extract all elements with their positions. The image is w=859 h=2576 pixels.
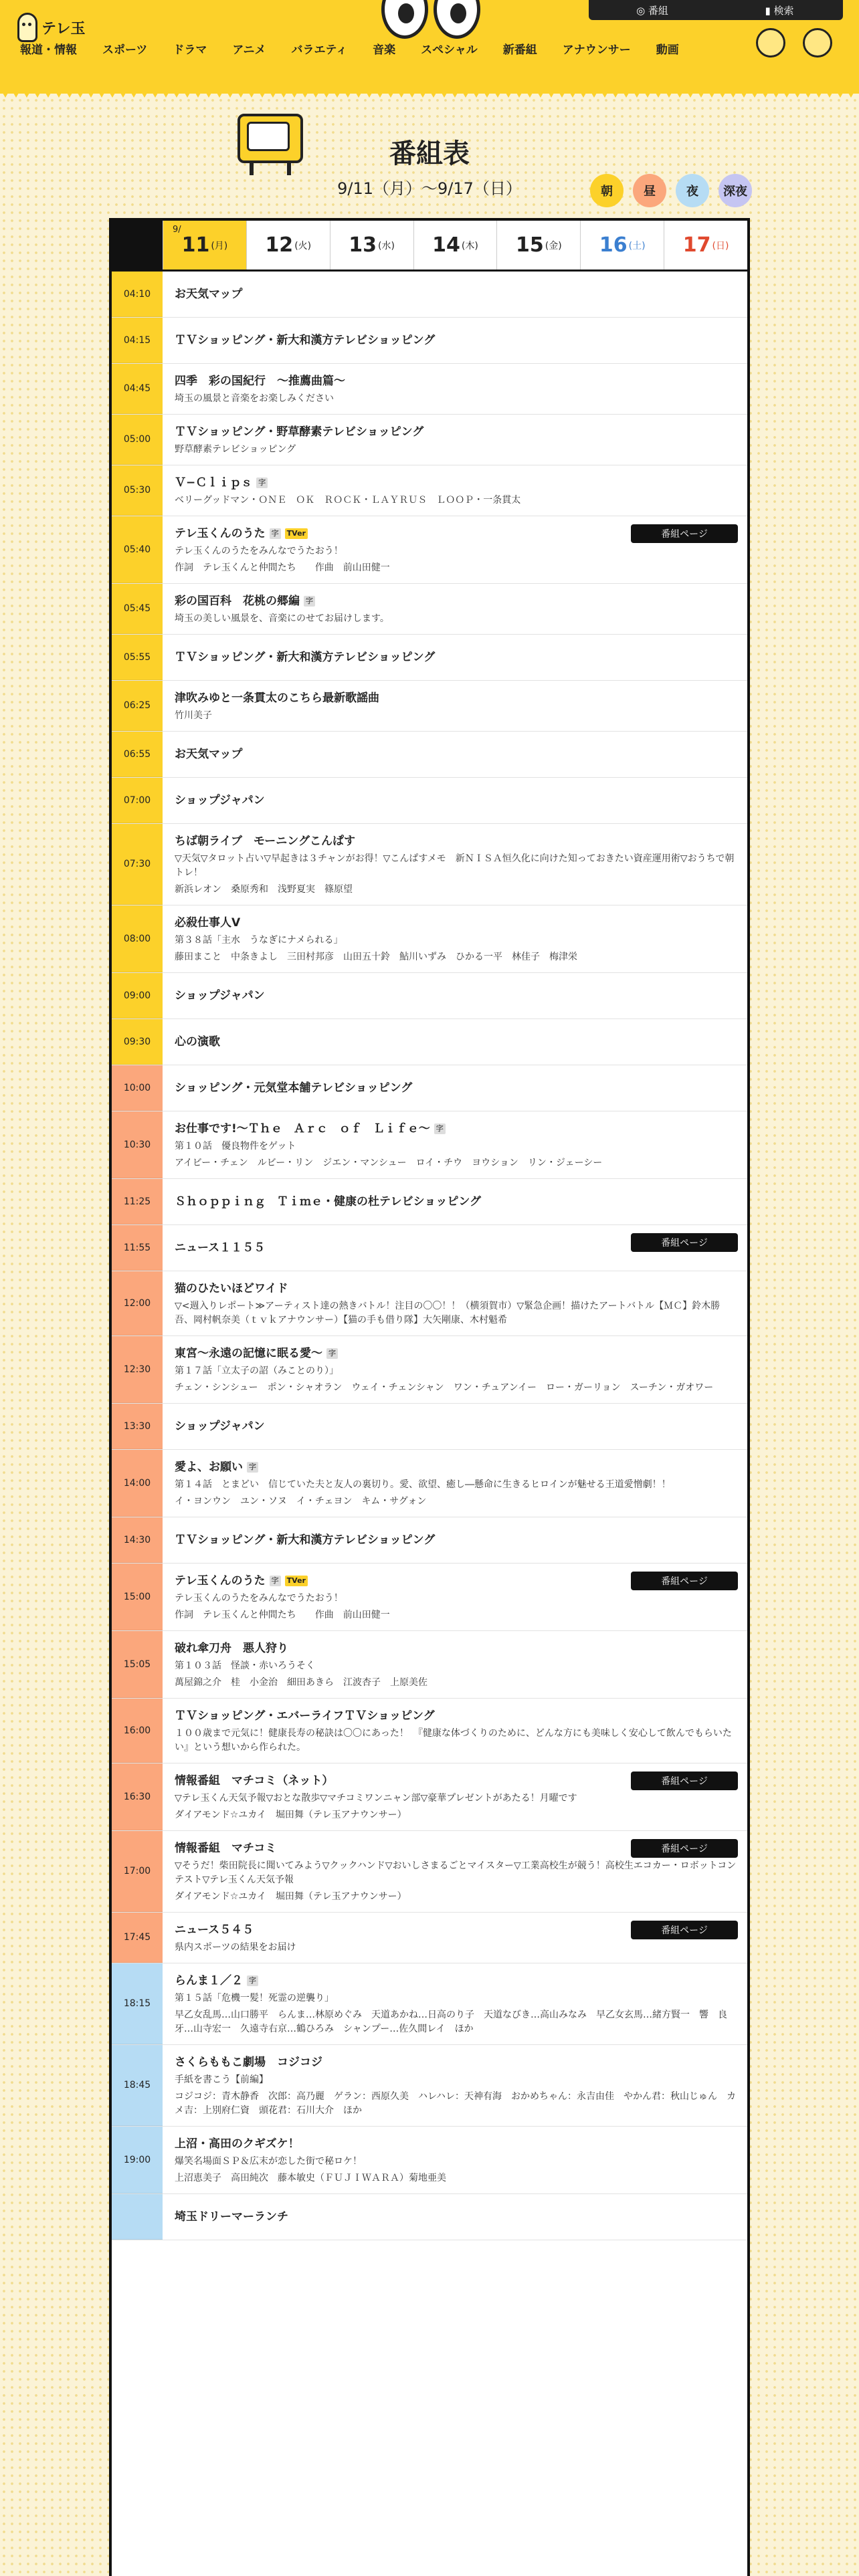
day-tab-14[interactable]: 14 (木) [413, 221, 497, 270]
program-row [112, 1179, 747, 1225]
subtitle-badge: 字 [326, 1348, 338, 1359]
tv-guide-link[interactable]: ◎ 番組 [636, 4, 668, 17]
program-cell[interactable] [163, 1699, 747, 1763]
program-title[interactable]: 愛よ、お願い [175, 1461, 243, 1474]
program-cell[interactable] [163, 1019, 747, 1065]
program-cell[interactable] [163, 1450, 747, 1517]
mascot-logo-icon [17, 13, 37, 42]
program-row [112, 1963, 747, 2045]
program-time: 09:30 [112, 1019, 163, 1065]
program-desc: 第３８話「主水 うなぎにナメられる」 [175, 935, 343, 946]
program-title[interactable]: Ｖ−Ｃｌｉｐｓ [175, 476, 253, 490]
program-row [112, 2045, 747, 2127]
top-links [589, 0, 843, 20]
search-link[interactable]: ▮ 検索 [765, 4, 794, 17]
program-time: 17:00 [112, 1831, 163, 1912]
tver-badge[interactable]: TVer [285, 1576, 308, 1586]
nav-item[interactable]: スポーツ [102, 43, 148, 57]
program-cell[interactable] [163, 584, 747, 634]
program-title[interactable]: お仕事です!〜Ｔｈｅ Ａｒｃ ｏｆ Ｌｉｆｅ〜 [175, 1122, 430, 1136]
program-cell[interactable] [163, 732, 747, 777]
program-title[interactable]: ショップジャパン [175, 794, 265, 807]
program-time: 10:30 [112, 1111, 163, 1178]
program-row [112, 364, 747, 415]
program-desc: ▽<週入りレポート≫アーティスト達の熱きバトル！注目の〇〇！！（横須賀市）▽緊急企画！描けたアートバトル【ＭＣ】鈴木勝吾、岡村帆奈美（ｔｖｋアナウンサー）【猫の手も借り隊】大矢剛康、木村魁希 [175, 1301, 721, 1325]
program-cell[interactable] [163, 905, 747, 972]
program-title[interactable]: テレ玉くんのうた [175, 1574, 266, 1588]
mascot-eyes-icon [381, 0, 482, 40]
program-title[interactable]: 破れ傘刀舟 悪人狩り [175, 1642, 288, 1655]
program-desc: １００歳まで元気に！健康長寿の秘訣は〇〇にあった！ 『健康な体づくりのために、どんな方にも美味しく安心して飲んでもらいたい』という想いから作られた。 [175, 1728, 732, 1753]
program-cell[interactable] [163, 1271, 747, 1335]
program-row [112, 635, 747, 681]
program-desc: ダイアモンド☆ユカイ 堀田舞（テレ玉アナウンサー） [175, 1891, 407, 1902]
program-cell[interactable] [163, 1111, 747, 1178]
program-title[interactable]: 必殺仕事人Ⅴ [175, 916, 241, 930]
program-cell[interactable] [163, 1763, 747, 1830]
program-desc: 県内スポーツの結果をお届け [175, 1942, 296, 1953]
program-time: 18:45 [112, 2045, 163, 2126]
program-row [112, 1065, 747, 1111]
program-row [112, 905, 747, 973]
zone-late-night-button[interactable]: 深夜 [719, 174, 752, 207]
program-time [112, 2194, 163, 2240]
program-row [112, 516, 747, 584]
global-nav [15, 40, 692, 57]
nav-item[interactable]: スペシャル [421, 43, 478, 57]
program-title[interactable]: ショップジャパン [175, 1420, 265, 1433]
subtitle-badge: 字 [256, 477, 268, 488]
program-desc: 野草酵素テレビショッピング [175, 444, 296, 455]
program-cell[interactable] [163, 2127, 747, 2193]
program-title[interactable]: 四季 彩の国紀行 〜推薦曲篇〜 [175, 374, 345, 388]
nav-item[interactable]: バラエティ [291, 43, 348, 57]
program-cell[interactable] [163, 2194, 747, 2240]
program-time: 04:10 [112, 272, 163, 317]
program-row [112, 2194, 747, 2240]
program-row [112, 1564, 747, 1631]
program-title[interactable]: ＴＶショッピング・新大和漢方テレビショッピング [175, 334, 436, 347]
program-time: 13:30 [112, 1404, 163, 1449]
program-time: 15:05 [112, 1631, 163, 1698]
program-desc: 第１５話「危機一髪！死霊の逆襲り」 [175, 1993, 334, 2004]
program-page-button[interactable]: 番組ページ [631, 1572, 738, 1590]
program-cell[interactable] [163, 1179, 747, 1224]
day-header [112, 221, 747, 272]
program-desc: 手紙を書こう【前編】 [175, 2074, 268, 2085]
subtitle-badge: 字 [270, 1576, 281, 1586]
program-row [112, 1699, 747, 1763]
program-row [112, 1450, 747, 1517]
program-title[interactable]: らんま１／２ [175, 1974, 243, 1988]
program-desc: 第１０３話 怪談・赤いろうそく [175, 1660, 315, 1671]
program-title[interactable]: 心の演歌 [175, 1035, 220, 1049]
subtitle-badge: 字 [270, 528, 281, 539]
logo-text: テレ玉 [41, 20, 86, 37]
site-header [0, 0, 859, 94]
program-cell[interactable] [163, 1225, 747, 1271]
header-zigzag [0, 88, 859, 99]
program-desc: ダイアモンド☆ユカイ 堀田舞（テレ玉アナウンサー） [175, 1810, 407, 1820]
page-title: 番組表 [389, 138, 470, 169]
program-desc: 第１７話「立太子の詔（みことのり）」 [175, 1366, 339, 1376]
program-desc: 第１０話 優良物件をゲット [175, 1141, 296, 1152]
program-cell[interactable] [163, 1564, 747, 1630]
program-desc: 萬屋錦之介 桂 小金治 細田あきら 江波杏子 上原美佐 [175, 1677, 427, 1688]
program-row [112, 1271, 747, 1336]
program-title[interactable]: ショップジャパン [175, 989, 265, 1002]
program-title[interactable]: お天気マップ [175, 748, 243, 761]
program-title[interactable]: ＴＶショッピング・新大和漢方テレビショッピング [175, 651, 436, 664]
program-time: 11:55 [112, 1225, 163, 1271]
program-cell[interactable] [163, 364, 747, 414]
program-desc: 藤田まこと 中条きよし 三田村邦彦 山田五十鈴 鮎川いずみ ひかる一平 林佳子 梅津栄 [175, 952, 577, 962]
program-title[interactable]: 情報番組 マチコミ（ネット） [175, 1774, 334, 1788]
day-tab-13[interactable]: 13 (水) [330, 221, 413, 270]
program-time: 08:00 [112, 905, 163, 972]
zone-daytime-button[interactable]: 昼 [633, 174, 666, 207]
program-time: 17:45 [112, 1913, 163, 1963]
program-cell[interactable] [163, 1404, 747, 1449]
zone-morning-button[interactable]: 朝 [590, 174, 624, 207]
program-time: 14:30 [112, 1517, 163, 1563]
program-time: 05:00 [112, 415, 163, 465]
program-title[interactable]: ＴＶショッピング・野草酵素テレビショッピング [175, 425, 424, 439]
program-time: 05:55 [112, 635, 163, 680]
program-desc: 早乙女乱馬…山口勝平 らんま…林原めぐみ 天道あかね…日高のり子 天道なびき…高山みなみ 早乙女玄馬…緒方賢一 響 良牙…山寺宏一 久遠寺右京…鶴ひろみ シャンプー…佐久間レイ ほか [175, 2010, 727, 2034]
program-row [112, 732, 747, 778]
program-time: 12:30 [112, 1336, 163, 1403]
program-time: 10:00 [112, 1065, 163, 1111]
program-cell[interactable] [163, 318, 747, 363]
program-row [112, 584, 747, 635]
program-desc: 竹川美子 [175, 710, 212, 721]
program-title[interactable]: 彩の国百科 花桃の郷編 [175, 595, 300, 608]
program-title[interactable]: ショッピング・元気堂本舗テレビショッピング [175, 1081, 413, 1095]
program-time: 04:45 [112, 364, 163, 414]
program-cell[interactable] [163, 1631, 747, 1698]
program-cell[interactable] [163, 1963, 747, 2044]
program-title[interactable]: ニュース１１５５ [175, 1241, 266, 1255]
program-title[interactable]: 東宮〜永遠の記憶に眠る愛〜 [175, 1347, 322, 1360]
program-page-button[interactable]: 番組ページ [631, 524, 738, 543]
program-desc: 埼玉の風景と音楽をお楽しみください [175, 393, 334, 404]
program-title[interactable]: 埼玉ドリーマーランチ [175, 2210, 288, 2224]
nav-item[interactable]: アニメ [232, 43, 266, 57]
program-row [112, 681, 747, 732]
program-row [112, 778, 747, 824]
program-cell[interactable] [163, 465, 747, 516]
program-time: 11:25 [112, 1179, 163, 1224]
program-cell[interactable] [163, 973, 747, 1018]
program-title[interactable]: 情報番組 マチコミ [175, 1842, 277, 1855]
program-desc: ▽そうだ！柴田院長に聞いてみよう▽クックハンド▽おいしさまるごとマイスター▽工業高校生が競う！高校生エコカー・ロボットコンテスト▽テレ玉くん天気予報 [175, 1860, 737, 1885]
program-cell[interactable] [163, 681, 747, 731]
program-list [112, 272, 747, 2240]
program-desc: 作詞 テレ玉くんと仲間たち 作曲 前山田健一 [175, 1610, 390, 1620]
program-desc: ベリーグッドマン・ＯＮＥ ＯＫ ＲＯＣＫ・ＬＡＹＲＵＳ ＬＯＯＰ・一条貫太 [175, 495, 521, 506]
program-row [112, 1831, 747, 1913]
title-area [0, 100, 859, 207]
program-desc: ▽テレ玉くん天気予報▽おとな散歩▽マチコミワンニャン部▽豪華プレゼントがあたる！月曜です [175, 1793, 577, 1804]
program-row [112, 1913, 747, 1963]
program-desc: イ・ヨンウン ユン・ソヌ イ・チェヨン キム・サグォン [175, 1496, 427, 1507]
program-cell[interactable] [163, 516, 747, 583]
program-page-button[interactable]: 番組ページ [631, 1772, 738, 1790]
day-tab-12[interactable]: 12 (火) [246, 221, 330, 270]
program-title[interactable]: 猫のひたいほどワイド [175, 1282, 288, 1295]
program-row [112, 465, 747, 516]
program-time: 06:25 [112, 681, 163, 731]
program-cell[interactable] [163, 272, 747, 317]
program-time: 09:00 [112, 973, 163, 1018]
program-row [112, 2127, 747, 2194]
character-link-icon[interactable] [803, 28, 832, 58]
program-desc: チェン・シンシュー ポン・シャオラン ウェイ・チェンシャン ワン・チュアンイー ロー・ガーリョン スーチン・ガオワー [175, 1382, 714, 1393]
program-page-button[interactable]: 番組ページ [631, 1233, 738, 1252]
program-row [112, 1517, 747, 1564]
program-desc: 第１４話 とまどい 信じていた夫と友人の裏切り。愛、欲望、癒し―懸命に生きるヒロインが魅せる王道愛憎劇！！ [175, 1479, 671, 1490]
day-tab-16[interactable]: 16 (土) [580, 221, 664, 270]
program-title[interactable]: 上沼・高田のクギズケ！ [175, 2137, 300, 2151]
program-desc: 爆笑名場面ＳＰ＆広末が恋した街で秘ロケ！ [175, 2156, 362, 2167]
program-time: 14:00 [112, 1450, 163, 1517]
program-row [112, 973, 747, 1019]
program-title[interactable]: お天気マップ [175, 288, 243, 301]
program-grid [109, 218, 750, 2576]
subtitle-badge: 字 [247, 1975, 258, 1986]
nav-item[interactable]: 新番組 [502, 43, 537, 57]
program-title[interactable]: ＴＶショッピング・エバーライフＴＶショッピング [175, 1709, 435, 1723]
program-desc: 作詞 テレ玉くんと仲間たち 作曲 前山田健一 [175, 562, 390, 573]
program-row [112, 1404, 747, 1450]
program-title[interactable]: 津吹みゆと一条貫太のこちら最新歌謡曲 [175, 691, 379, 705]
program-cell[interactable] [163, 635, 747, 680]
program-time: 18:15 [112, 1963, 163, 2044]
program-time: 07:30 [112, 824, 163, 905]
program-title[interactable]: ちば朝ライブ モーニングこんぱす [175, 835, 355, 848]
program-desc: コジコジ：青木静香 次郎：高乃麗 ゲラン：西原久美 ハレハレ：天神有海 おかめちゃん：永吉由佳 やかん君：秋山じゅん カメ吉：上別府仁資 頭花君：石川大介 ほか [175, 2091, 737, 2116]
program-row [112, 1336, 747, 1404]
program-desc: 新浜レオン 桑原秀和 浅野夏実 篠原望 [175, 884, 353, 895]
program-cell[interactable] [163, 1831, 747, 1912]
program-title[interactable]: Ｓｈｏｐｐｉｎｇ Ｔｉｍｅ・健康の杜テレビショッピング [175, 1195, 481, 1208]
program-time: 19:00 [112, 2127, 163, 2193]
program-time: 05:45 [112, 584, 163, 634]
program-time: 16:30 [112, 1763, 163, 1830]
subtitle-badge: 字 [304, 596, 315, 607]
program-cell[interactable] [163, 1517, 747, 1563]
zone-evening-button[interactable]: 夜 [676, 174, 709, 207]
program-cell[interactable] [163, 2045, 747, 2126]
program-cell[interactable] [163, 824, 747, 905]
program-desc: テレ玉くんのうたをみんなでうたおう！ [175, 1593, 343, 1604]
program-time: 12:00 [112, 1271, 163, 1335]
program-page-button[interactable]: 番組ページ [631, 1921, 738, 1939]
program-time: 16:00 [112, 1699, 163, 1763]
date-range: 9/11（月）〜9/17（日） [337, 179, 522, 198]
nav-item[interactable]: ドラマ [173, 43, 207, 57]
program-time: 06:55 [112, 732, 163, 777]
subtitle-badge: 字 [247, 1462, 258, 1473]
program-time: 04:15 [112, 318, 163, 363]
program-title[interactable]: ニュース５４５ [175, 1923, 254, 1937]
program-title[interactable]: ＴＶショッピング・新大和漢方テレビショッピング [175, 1533, 436, 1547]
program-desc: テレ玉くんのうたをみんなでうたおう！ [175, 546, 343, 556]
program-row [112, 415, 747, 465]
nav-item[interactable]: 音楽 [373, 43, 396, 57]
program-page-button[interactable]: 番組ページ [631, 1839, 738, 1858]
program-row [112, 824, 747, 905]
nav-item[interactable]: 動画 [656, 43, 679, 57]
program-time: 05:40 [112, 516, 163, 583]
program-time: 05:30 [112, 465, 163, 516]
program-cell[interactable] [163, 1065, 747, 1111]
program-cell[interactable] [163, 1913, 747, 1963]
program-row [112, 1225, 747, 1271]
program-row [112, 318, 747, 364]
program-title[interactable]: テレ玉くんのうた [175, 527, 266, 540]
program-row [112, 1111, 747, 1179]
program-cell[interactable] [163, 1336, 747, 1403]
day-tab-17[interactable]: 17 (日) [664, 221, 747, 270]
program-desc: アイビー・チェン ルビー・リン ジエン・マンシュー ロイ・チウ ヨウション リン・ジェーシー [175, 1158, 603, 1168]
mascot-link-icon[interactable] [756, 28, 785, 58]
program-time: 15:00 [112, 1564, 163, 1630]
program-title[interactable]: さくらももこ劇場 コジコジ [175, 2056, 322, 2069]
day-tab-15[interactable]: 15 (金) [496, 221, 580, 270]
program-cell[interactable] [163, 778, 747, 823]
program-cell[interactable] [163, 415, 747, 465]
tver-badge[interactable]: TVer [285, 528, 308, 539]
program-desc: 埼玉の美しい風景を、音楽にのせてお届けします。 [175, 613, 389, 624]
nav-item[interactable]: 報道・情報 [20, 43, 77, 57]
program-row [112, 1763, 747, 1831]
program-row [112, 1019, 747, 1065]
program-desc: 上沼恵美子 高田純次 藤本敏史（ＦＵＪＩＷＡＲＡ）菊地亜美 [175, 2173, 446, 2183]
program-row [112, 272, 747, 318]
program-time: 07:00 [112, 778, 163, 823]
program-desc: ▽天気▽タロット占い▽早起きは３チャンがお得！▽こんぱすメモ 新ＮＩＳＡ恒久化に向けた知っておきたい資産運用術▽おうちで朝トレ！ [175, 853, 735, 878]
day-tab-11[interactable]: 9/ 11 (月) [163, 221, 246, 270]
nav-item[interactable]: アナウンサー [562, 43, 631, 57]
program-row [112, 1631, 747, 1699]
subtitle-badge: 字 [434, 1123, 446, 1134]
